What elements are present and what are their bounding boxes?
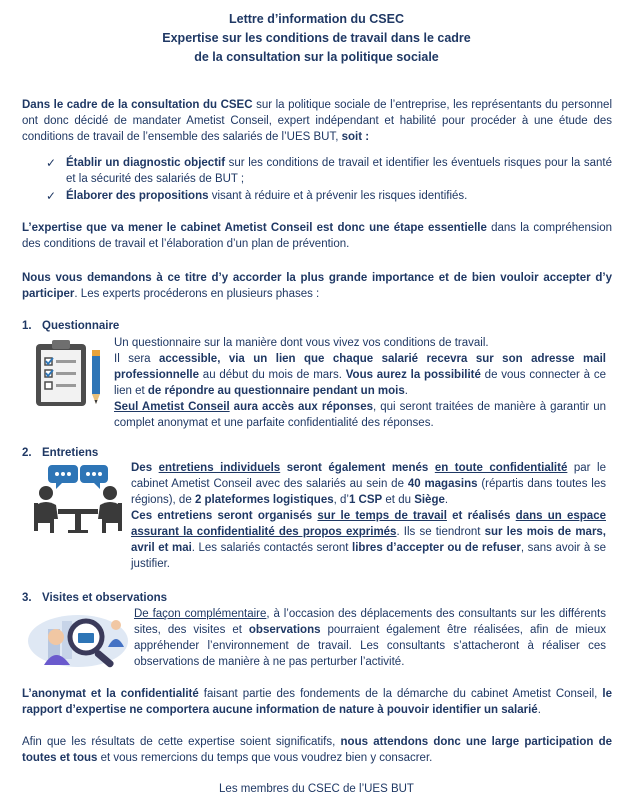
letter-title	[0, 10, 633, 67]
closing-paragraph: Afin que les résultats de cette expertise soient significatifs, nous attendons donc une large participation de toutes et tous et vous remercions du temps que vous voudrez bien y consacrer.	[22, 736, 613, 764]
signature-footer: Les membres du CSEC de l’UES BUT	[219, 783, 414, 795]
section-questionnaire-heading: 1. Questionnaire	[22, 320, 120, 332]
check-icon: ✓	[46, 189, 57, 203]
questionnaire-line-1: Un questionnaire sur la manière dont vous vivez vos conditions de travail.	[114, 337, 489, 349]
anonymity-paragraph: L’anonymat et la confidentialité faisant partie des fondements de la démarche du cabinet Ametist Conseil, le rapport d’expertise ne comportera aucune information de nature à pouvoir identifier un salarié.	[22, 688, 612, 716]
title-line-2: Expertise sur les conditions de travail dans le cadre	[162, 31, 471, 45]
interview-table-icon	[30, 463, 126, 535]
clipboard-pen-icon	[30, 338, 108, 408]
visites-text: De façon complémentaire, à l’occasion des déplacements des consultants sur les différents sites, des visites et observations pourraient également être réalisées, afin de mieux appréhender l’environnement de travail. Les consultants s’attacheront à réaliser ces observations de manière à ne pas perturber l’activité.	[134, 608, 606, 668]
entretiens-text-2a: Ces entretiens seront organisés sur le temps de travail et réalisés dans un espace assurant la confidentialité des propos exprimés. Ils se tiendront sur les mois de mars, avril et mai. Les salariés contactés seront libres d’accepter ou de refuser, sans avoir à se justifier.	[131, 510, 607, 570]
entretiens-text-1: Des entretiens individuels seront également menés en toute confidentialité par le cabinet Ametist Conseil avec des salariés au sein de 40 magasins (répartis dans toutes les régions), de 2 plateformes logistiques, d’1 CSP et du Siège.	[131, 462, 606, 506]
expertise-paragraph: L’expertise que va mener le cabinet Ametist Conseil est donc une étape essentielle dans la compréhension des conditions de travail et l’élaboration d’un plan de prévention.	[22, 222, 612, 250]
title-line-1: Lettre d’information du CSEC	[229, 12, 404, 26]
questionnaire-line-2: Il sera accessible, via un lien que chaque salarié recevra sur son adresse mail professionnelle au début du mois de mars. Vous aurez la possibilité de vous connecter à ce lien et de répondre au questionnaire pendant un mois.	[114, 353, 607, 397]
section-visites-heading: 3. Visites et observations	[22, 592, 168, 604]
title-line-3: de la consultation sur la politique sociale	[194, 50, 439, 64]
section-entretiens-heading: 2. Entretiens	[22, 447, 99, 459]
intro-paragraph: Dans le cadre de la consultation du CSEC sur la politique sociale de l’entreprise, les représentants du personnel ont donc décidé de mandater Ametist Conseil, expert indépendant et habilité pour procéder à une étude des conditions de travail de l’ensemble des salariés de l’UES BUT, soit :	[22, 99, 612, 143]
participation-request-paragraph: Nous vous demandons à ce titre d’y accorder la plus grande importance et de bien vouloir accepter d’y participer. Les experts procéderons en plusieurs phases :	[22, 272, 612, 300]
questionnaire-text	[114, 335, 606, 431]
bullet-diagnostic: Établir un diagnostic objectif sur les conditions de travail et identifier les éventuels risques pour la santé et la sécurité des salariés de BUT ;	[66, 157, 612, 185]
check-icon: ✓	[46, 156, 57, 170]
bullet-propositions: Élaborer des propositions visant à réduire et à prévenir les risques identifiés.	[66, 190, 468, 202]
magnifier-observation-icon	[26, 607, 130, 669]
questionnaire-line-3: Seul Ametist Conseil aura accès aux réponses, qui seront traitées de manière à garantir un complet anonymat et une parfaite confidentialité des réponses.	[114, 401, 606, 429]
